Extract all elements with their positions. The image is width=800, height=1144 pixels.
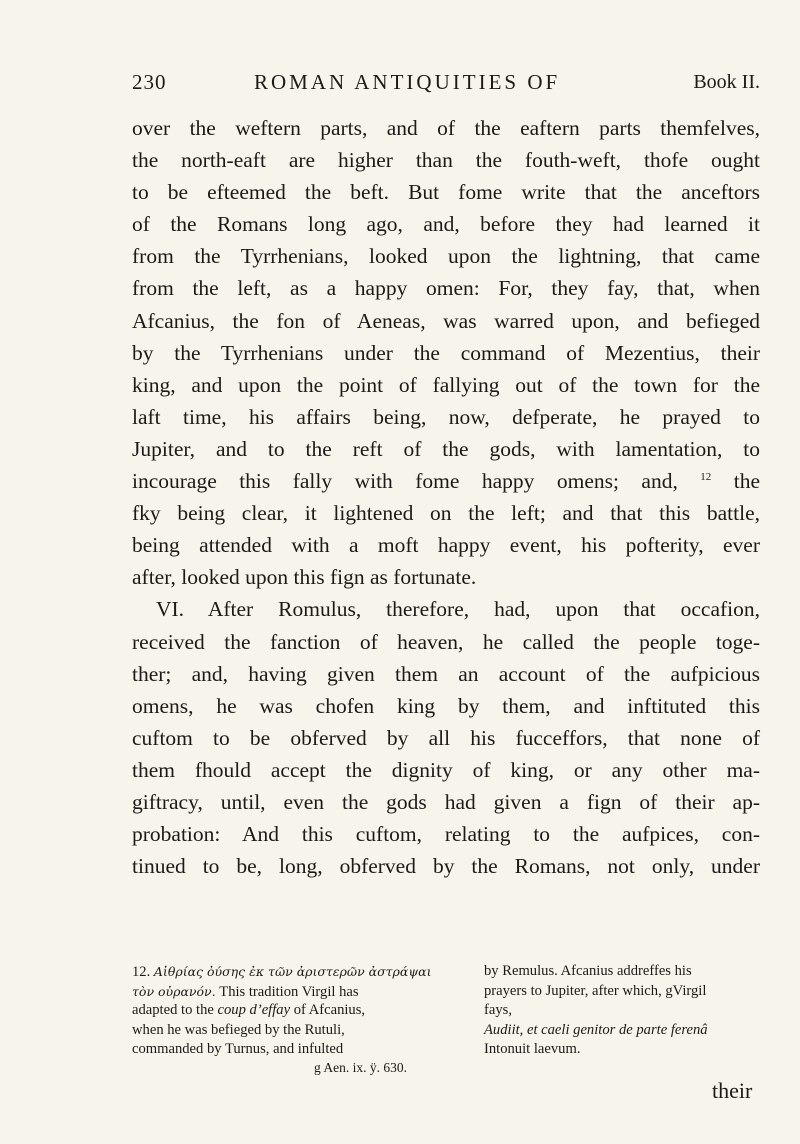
text-line: omens, he was chofen king by them, and inftituted this <box>132 693 760 718</box>
running-title: ROMAN ANTIQUITIES OF <box>254 70 561 94</box>
text-line: fky being clear, it lightened on the left; and that this battle, <box>132 501 760 526</box>
footnote-emphasis: coup d’effay <box>217 1002 291 1019</box>
footnote-line: commanded by Turnus, and infulted <box>132 1041 344 1058</box>
page-number: 230 <box>132 70 167 94</box>
catchword: their <box>712 1078 753 1103</box>
footnote-text: adapted to the <box>132 1002 218 1019</box>
text-line-part: incourage this fally with fome happy omens; and, <box>132 469 678 494</box>
text-line-with-footnote-ref <box>132 465 760 497</box>
text-line: tinued to be, long, obferved by the Romans, not only, under <box>132 854 760 879</box>
text-line: Jupiter, and to the reft of the gods, with lamentation, to <box>132 436 760 461</box>
running-head <box>132 66 760 98</box>
footnote-line: Intonuit laevum. <box>484 1041 581 1058</box>
text-line: over the weftern parts, and of the eaftern parts themfelves, <box>132 116 760 140</box>
footnote-marker: 12. <box>132 964 151 980</box>
footnote-g-reference: g Aen. ix. ÿ. 630. <box>314 1060 407 1075</box>
footnote-text: of Afcanius, <box>290 1002 366 1019</box>
book-label: Book II. <box>693 71 760 93</box>
text-line: VI. After Romulus, therefore, had, upon that occafion, <box>156 597 760 622</box>
footnote-line <box>484 1021 762 1041</box>
footnote-ref: 12 <box>700 470 712 483</box>
text-line: from the left, as a happy omen: For, they fay, that, when <box>132 276 760 301</box>
footnote-line: fays, <box>484 1002 512 1019</box>
text-line: of the Romans long ago, and, before they had learned it <box>132 212 760 237</box>
text-line: from the Tyrrhenians, looked upon the lightning, that came <box>132 244 760 269</box>
text-line: cuftom to be obferved by all his fucceffors, that none of <box>132 725 760 750</box>
footnote-line: when he was befieged by the Rutuli, <box>132 1021 345 1038</box>
body-text <box>132 112 760 882</box>
footnote-line <box>132 982 476 1002</box>
footnote-left-column <box>132 962 476 1060</box>
text-line: after, looked upon this fign as fortunate. <box>132 565 477 590</box>
text-line: laft time, his affairs being, now, defperate, he prayed to <box>132 404 760 429</box>
greek-quote: Αἰθρίας ὀύσης ἐκ τῶν ἀριστερῶν ἀστράψαι <box>153 964 432 979</box>
text-line: the north-eaft are higher than the fouth-weft, thofe ought <box>132 148 760 173</box>
footnote-line: by Remulus. Afcanius addreffes his <box>484 963 692 979</box>
text-line: giftracy, until, even the gods had given a fign of their ap- <box>132 789 760 814</box>
text-line-tail: the <box>733 469 761 494</box>
footnote-line <box>132 1001 476 1021</box>
footnote-right-column <box>484 962 762 1060</box>
footnote-line <box>132 962 476 982</box>
greek-quote: τὸν οὐρανόν. <box>132 983 216 999</box>
text-line: them fhould accept the dignity of king, or any other ma- <box>132 757 760 782</box>
text-line: being attended with a moft happy event, his pofterity, ever <box>132 533 760 558</box>
footnote-line: prayers to Jupiter, after which, gVirgil <box>484 982 707 999</box>
text-line: king, and upon the point of fallying out of the town for the <box>132 372 760 397</box>
text-line: to be efteemed the beft. But fome write that the anceftors <box>132 180 760 205</box>
text-line: ther; and, having given them an account of the aufpicious <box>132 661 760 686</box>
footnote-text: This tradition Virgil has <box>219 983 359 1000</box>
latin-quote: Audiit, et caeli genitor de parte ferenâ <box>484 1021 708 1038</box>
text-line: received the fanction of heaven, he called the people toge- <box>132 629 760 654</box>
text-line: by the Tyrrhenians under the command of Mezentius, their <box>132 340 760 365</box>
text-line: Afcanius, the fon of Aeneas, was warred upon, and befieged <box>132 308 760 333</box>
text-line: probation: And this cuftom, relating to the aufpices, con- <box>132 822 760 847</box>
